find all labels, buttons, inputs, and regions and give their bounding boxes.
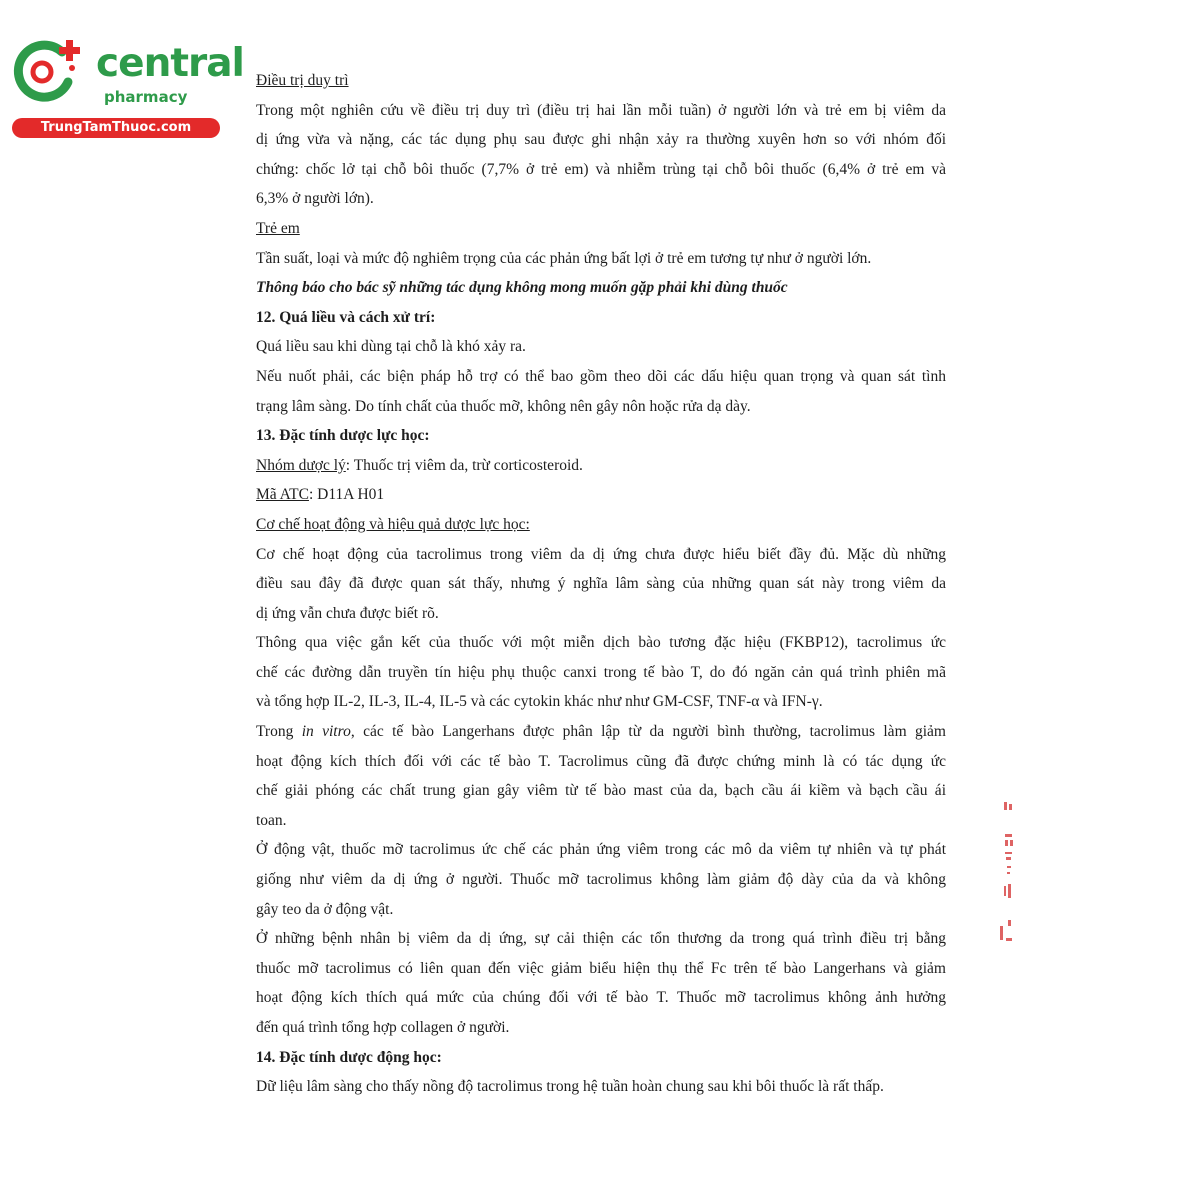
notice-line: Thông báo cho bác sỹ những tác dụng không mong muốn gặp phải khi dùng thuốc — [256, 279, 788, 297]
text-line: Thông qua việc gắn kết của thuốc với một miễn dịch bào tương đặc hiệu (FKBP12), tacrolimus ức — [256, 634, 946, 652]
text-line: dị ứng vẫn chưa được biết rõ. — [256, 604, 439, 622]
text-line: hoạt động kích thích quá mức của chúng đối với tế bào T. Thuốc mỡ tacrolimus không ảnh hưởng — [256, 989, 946, 1007]
text-line: Dữ liệu lâm sàng cho thấy nồng độ tacrolimus trong hệ tuần hoàn chung sau khi bôi thuốc là rất thấp. — [256, 1078, 884, 1096]
atc-code-line — [256, 480, 946, 510]
text-line: điều sau đây đã được quan sát thấy, nhưng ý nghĩa lâm sàng của những quan sát này trong viêm da — [256, 575, 946, 593]
subheading-children: Trẻ em — [256, 219, 300, 237]
text-line: trạng lâm sàng. Do tính chất của thuốc mỡ, không nên gây nôn hoặc rửa dạ dày. — [256, 397, 751, 415]
text-line: chế giải phóng các chất trung gian gây viêm từ tế bào mast của da, bạch cầu ái kiềm và bạch cầu ái — [256, 782, 946, 800]
section-heading-13: 13. Đặc tính dược lực học: — [256, 427, 430, 445]
text-run: Trong — [256, 723, 302, 741]
brand-subtitle: pharmacy — [104, 88, 188, 106]
in-vitro-term: in vitro — [301, 723, 351, 741]
text-line: 6,3% ở người lớn). — [256, 190, 374, 208]
text-line: Trong một nghiên cứu về điều trị duy trì (điều trị hai lần mỗi tuần) ở người lớn và trẻ em bị viêm da — [256, 101, 946, 119]
text-line: chứng: chốc lở tại chỗ bôi thuốc (7,7% ở trẻ em) và nhiễm trùng tại chỗ bôi thuốc (6,4% ở trẻ em và — [256, 160, 946, 178]
text-line: Ở động vật, thuốc mỡ tacrolimus ức chế các phản ứng viêm trong các mô da viêm tự nhiên và tự phát — [256, 841, 946, 859]
atc-code-value: : D11A H01 — [308, 486, 385, 504]
text-line: Cơ chế hoạt động của tacrolimus trong viêm da dị ứng chưa được hiểu biết đầy đủ. Mặc dù những — [256, 545, 946, 563]
text-line: Tần suất, loại và mức độ nghiêm trọng của các phản ứng bất lợi ở trẻ em tương tự như ở người lớn. — [256, 249, 872, 267]
text-line: và tổng hợp IL-2, IL-3, IL-4, IL-5 và các cytokin khác như như GM-CSF, TNF-α và IFN-γ. — [256, 693, 823, 711]
text-line: chế các đường dẫn truyền tín hiệu phụ thuộc canxi trong tế bào T, do đó ngăn cản quá trình phiên mã — [256, 663, 946, 681]
stamp-fragment — [996, 800, 1018, 950]
brand-website: TrungTamThuoc.com — [12, 118, 220, 138]
text-run: , các tế bào Langerhans được phân lập từ da người bình thường, tacrolimus làm giảm — [350, 723, 946, 741]
text-line: Nếu nuốt phải, các biện pháp hỗ trợ có thể bao gồm theo dõi các dấu hiệu quan trọng và quan sát tình — [256, 367, 946, 385]
pharmacologic-group-value: : Thuốc trị viêm da, trừ corticosteroid. — [345, 456, 583, 474]
text-line: thuốc mỡ tacrolimus có liên quan đến việc giảm biểu hiện thụ thể Fc trên tế bào Langerhans và giảm — [256, 959, 946, 977]
atc-code-label: Mã ATC — [256, 486, 309, 504]
pharmacologic-group-label: Nhóm dược lý — [256, 456, 346, 474]
text-line: Ở những bệnh nhân bị viêm da dị ứng, sự cải thiện các tổn thương da trong quá trình điều trị bằng — [256, 930, 946, 948]
pharmacy-logo-icon — [10, 38, 82, 104]
text-line: giống như viêm da dị ứng ở người. Thuốc mỡ tacrolimus không làm giảm độ dày của da và không — [256, 871, 946, 889]
text-line — [256, 717, 946, 747]
text-line: dị ứng vừa và nặng, các tác dụng phụ sau được ghi nhận xảy ra thường xuyên hơn so với nhóm đối — [256, 131, 946, 149]
document-body — [256, 66, 946, 1102]
section-heading-14: 14. Đặc tính dược động học: — [256, 1048, 442, 1066]
text-line: hoạt động kích thích đối với các tế bào T. Tacrolimus cũng đã được chứng minh là có tác dụng ức — [256, 752, 946, 770]
text-line: Quá liều sau khi dùng tại chỗ là khó xảy ra. — [256, 338, 526, 356]
brand-name: central — [96, 41, 244, 86]
text-line: gây teo da ở động vật. — [256, 900, 394, 918]
text-line: toan. — [256, 811, 287, 829]
section-heading-12: 12. Quá liều và cách xử trí: — [256, 308, 436, 326]
pharmacologic-group-line — [256, 451, 946, 481]
text-line: đến quá trình tổng hợp collagen ở người. — [256, 1019, 510, 1036]
subheading-maintenance: Điều trị duy trì — [256, 72, 349, 89]
pharmacy-logo — [10, 38, 244, 138]
subheading-mechanism: Cơ chế hoạt động và hiệu quả dược lực học: — [256, 515, 530, 533]
